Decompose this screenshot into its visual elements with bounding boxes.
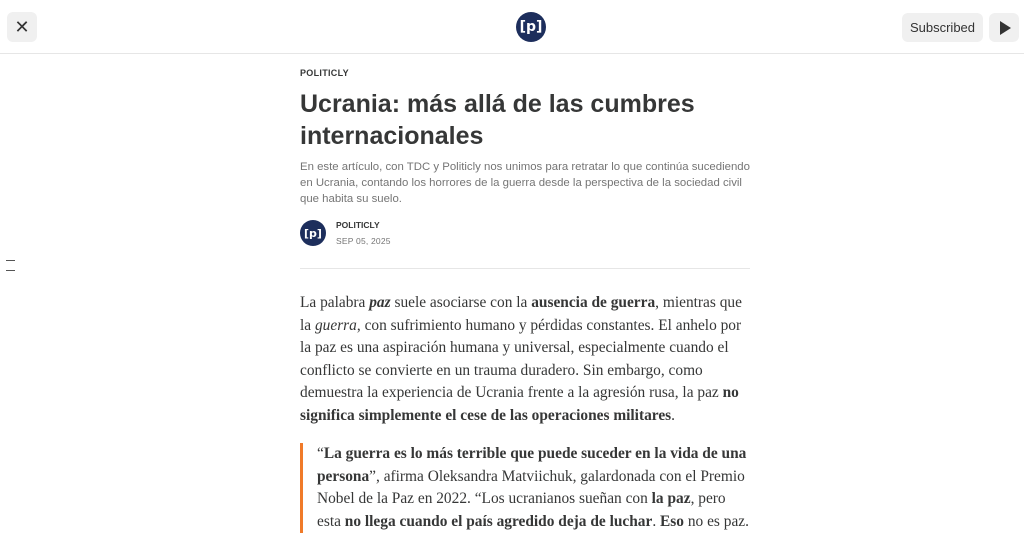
avatar-text: [p] xyxy=(304,226,322,240)
post-category[interactable]: POLITICLY xyxy=(300,68,349,78)
text-run-bold-italic: paz xyxy=(369,294,391,311)
top-bar xyxy=(0,0,1024,54)
text-run-bold: no llega cuando el país agredido deja de luchar xyxy=(344,512,653,530)
side-toc-marker[interactable] xyxy=(6,260,15,280)
byline xyxy=(300,220,750,246)
text-run: no es paz. xyxy=(684,512,749,530)
close-button[interactable] xyxy=(7,12,37,42)
blockquote xyxy=(300,443,750,533)
text-run: . xyxy=(652,512,661,530)
post-subtitle: En este artículo, con TDC y Politicly nos unimos para retratar lo que continúa sucediendo en Ucrania, contando los horrores de la guerra desde la perspectiva de la sociedad civil que habita su suelo. xyxy=(300,161,750,205)
text-run: ”, afirma Oleksandra Matviichuk, galardonada con el Premio Nobel de la Paz en 2022. “Los ucranianos sueñan con xyxy=(317,467,745,507)
play-icon xyxy=(1000,21,1011,35)
author-name[interactable]: POLITICLY xyxy=(336,220,380,230)
text-run-italic: guerra xyxy=(314,316,357,334)
text-run: , mientras que la xyxy=(300,294,742,334)
author-avatar[interactable] xyxy=(300,220,326,246)
byline-text xyxy=(336,220,391,246)
body-paragraph xyxy=(300,292,750,427)
logo-text: [p] xyxy=(519,19,543,35)
text-run: . xyxy=(671,406,676,424)
close-icon: ✕ xyxy=(14,16,30,37)
article xyxy=(300,60,750,533)
text-run-bold: ausencia de guerra xyxy=(531,294,656,311)
divider xyxy=(300,268,750,269)
play-audio-button[interactable] xyxy=(989,13,1019,42)
text-run: , con sufrimiento humano y pérdidas constantes. El anhelo por la paz es una aspiración humana y universal, especialmente cuando el conflicto se convierte en un trauma duradero. Sin embargo, como demuestra la experiencia de Ucrania frente a la agresión rusa, la paz xyxy=(300,316,742,401)
text-run-bold: la paz xyxy=(651,490,691,507)
text-run: , pero esta xyxy=(317,490,726,530)
publication-logo[interactable] xyxy=(516,12,546,42)
text-run: suele asociarse con la xyxy=(390,294,532,311)
text-run-bold: La guerra es lo más terrible que puede suceder en la vida de una persona xyxy=(317,445,747,485)
text-run: La palabra xyxy=(300,294,370,311)
subscribed-button[interactable] xyxy=(902,13,983,42)
post-date: SEP 05, 2025 xyxy=(336,236,391,246)
toc-line-icon xyxy=(6,270,15,271)
text-run: “ xyxy=(317,445,324,462)
text-run-bold: Eso xyxy=(660,512,684,530)
subscribed-label: Subscribed xyxy=(909,20,976,35)
text-run-bold: no significa simplemente el cese de las operaciones militares xyxy=(300,384,739,424)
toc-line-icon xyxy=(6,260,15,261)
post-title: Ucrania: más allá de las cumbres internacionales xyxy=(300,90,695,150)
